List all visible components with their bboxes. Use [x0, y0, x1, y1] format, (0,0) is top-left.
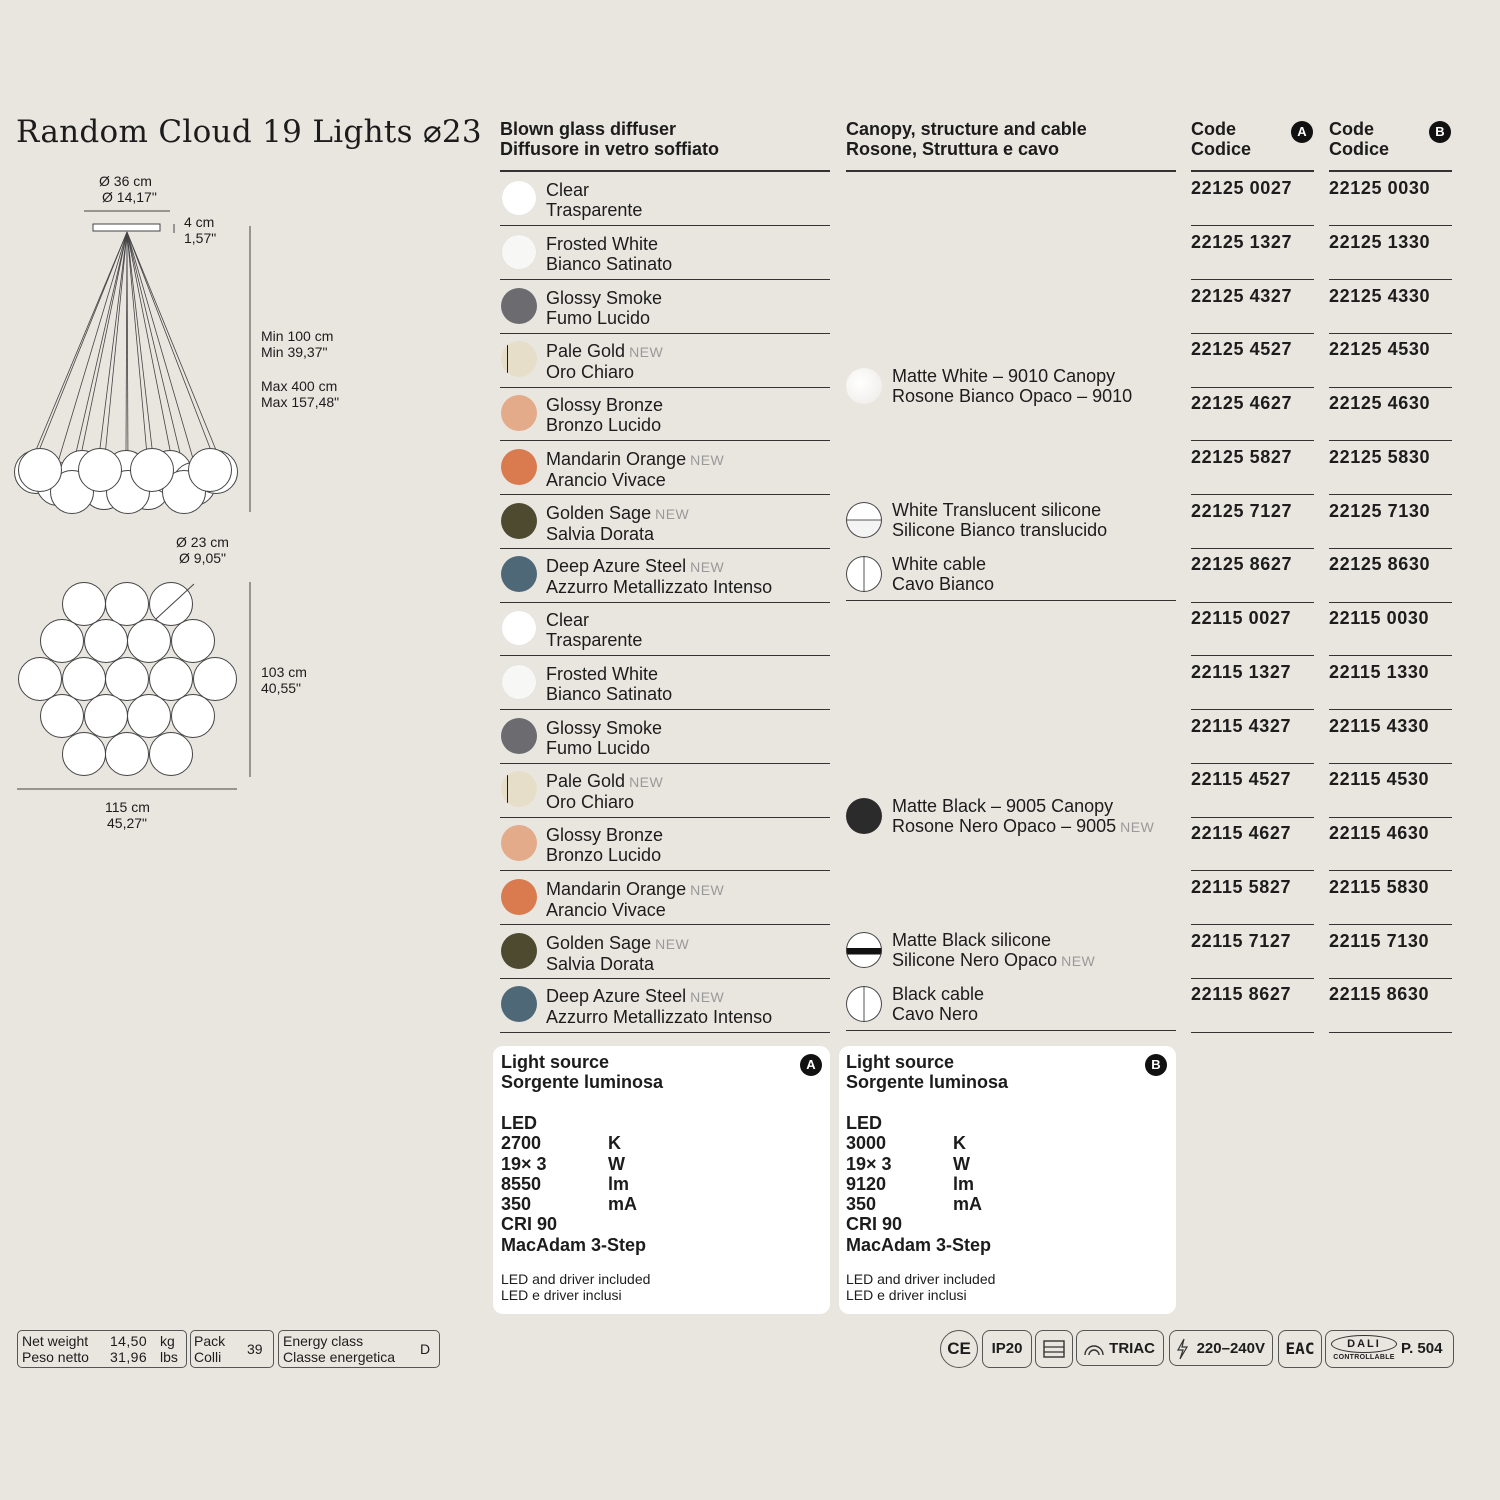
canopy-label: Matte Black – 9005 Canopy Rosone Nero Opaco – 9005 NEW — [892, 796, 1155, 836]
code-b: 22115 5830 — [1329, 876, 1430, 897]
code-a: 22125 4627 — [1191, 393, 1293, 413]
light-a-note-it: LED e driver inclusi — [501, 1287, 622, 1303]
code-b-header-rule — [1329, 170, 1452, 172]
dali-controllable-label: CONTROLLABLE — [1333, 1354, 1395, 1361]
diffuser-swatch-icon — [501, 718, 537, 754]
row-divider — [1329, 225, 1452, 226]
canopy-swatch-icon — [846, 932, 882, 968]
weight-kg: 14,50 — [110, 1333, 148, 1349]
light-b-title-it: Sorgente luminosa — [846, 1072, 1009, 1093]
diffuser-swatch-icon — [501, 556, 537, 592]
code-b: 22125 5830 — [1329, 446, 1431, 467]
sphere-top-view — [63, 583, 106, 626]
cluster-height-cm: 103 cm — [261, 664, 307, 680]
canopy-height-cm: 4 cm — [184, 214, 215, 230]
diffuser-label: Mandarin Orange NEW Arancio Vivace — [546, 878, 725, 920]
row-divider — [1191, 870, 1314, 871]
light-b-title: Light source — [846, 1052, 955, 1072]
new-tag: NEW — [629, 774, 664, 791]
energy-class-label-it: Classe energetica — [283, 1349, 396, 1365]
row-divider — [1191, 494, 1314, 495]
sphere-top-view — [63, 658, 106, 701]
row-divider — [1329, 279, 1452, 280]
triac-label: TRIAC — [1109, 1340, 1155, 1357]
sphere-top-view — [128, 620, 171, 663]
code-a-header: Code Codice — [1191, 119, 1252, 159]
pack-value: 39 — [247, 1341, 263, 1357]
code-b: 22125 4330 — [1329, 285, 1431, 306]
diffuser-swatch-icon — [501, 395, 537, 431]
sphere-side-view — [131, 449, 174, 492]
canopy-group-divider — [846, 1030, 1176, 1031]
technical-drawing — [0, 160, 480, 860]
max-length-cm: Max 400 cm — [261, 378, 338, 394]
weight-lbs: 31,96 — [110, 1349, 148, 1365]
surface-mount-icon — [1035, 1330, 1073, 1368]
row-divider — [1191, 1032, 1314, 1033]
light-spec-row: 19× 3 W — [501, 1153, 625, 1174]
row-divider — [500, 225, 830, 226]
diffuser-label: Pale Gold NEW Oro Chiaro — [546, 341, 664, 383]
light-b-note: LED and driver included — [846, 1271, 996, 1287]
light-a-cri: CRI 90 — [501, 1214, 558, 1235]
code-a: 22125 5827 — [1191, 446, 1293, 467]
code-b: 22115 4330 — [1329, 715, 1430, 736]
diffuser-swatch-icon — [501, 825, 537, 861]
code-a: 22125 7127 — [1191, 500, 1293, 521]
min-length-cm: Min 100 cm — [261, 328, 334, 344]
badge-a: A — [1291, 121, 1313, 143]
light-a-note: LED and driver included — [501, 1271, 651, 1287]
energy-class-value: D — [420, 1341, 431, 1357]
code-b: 22115 4530 — [1329, 769, 1430, 790]
row-divider — [500, 763, 830, 764]
new-tag: NEW — [690, 989, 725, 1006]
row-divider — [1191, 763, 1314, 764]
light-source-b — [839, 1046, 1176, 1314]
row-divider — [1329, 924, 1452, 925]
dali-logo: DALI — [1331, 1335, 1397, 1353]
min-length-in: Min 39,37" — [261, 344, 328, 360]
row-divider — [500, 817, 830, 818]
code-b: 22125 0030 — [1329, 178, 1431, 198]
row-divider — [1191, 924, 1314, 925]
eac-mark-icon: EAC — [1278, 1330, 1322, 1368]
sphere-top-view — [194, 658, 237, 701]
code-a: 22115 4327 — [1191, 715, 1292, 736]
row-divider — [500, 387, 830, 388]
diffuser-header: Blown glass diffuser Diffusore in vetro soffiato — [500, 119, 720, 159]
code-b: 22115 4630 — [1329, 823, 1430, 843]
cluster-width-cm: 115 cm — [105, 799, 150, 815]
peso-netto-label: Peso netto — [22, 1349, 89, 1365]
light-b-cri: CRI 90 — [846, 1214, 903, 1235]
diffuser-label: Golden Sage NEW Salvia Dorata — [546, 502, 690, 544]
row-divider — [1191, 279, 1314, 280]
row-divider — [500, 924, 830, 925]
canopy-label: Matte Black silicone Silicone Nero Opaco NEW — [892, 930, 1096, 970]
net-weight-box — [17, 1330, 187, 1368]
row-divider — [1191, 440, 1314, 441]
canopy-label: White cable Cavo Bianco — [892, 554, 995, 594]
canopy-diameter-in: Ø 14,17" — [102, 189, 157, 205]
diffuser-label: Glossy Smoke Fumo Lucido — [546, 717, 663, 758]
new-tag: NEW — [690, 559, 725, 576]
row-divider — [1191, 387, 1314, 388]
row-divider — [1329, 978, 1452, 979]
light-b-note-it: LED e driver inclusi — [846, 1287, 967, 1303]
canopy-label: Matte White – 9010 Canopy Rosone Bianco Opaco – 9010 — [892, 366, 1133, 406]
code-a: 22115 0027 — [1191, 608, 1292, 628]
diffuser-label: Golden Sage NEW Salvia Dorata — [546, 932, 690, 974]
light-a-title: Light source — [501, 1052, 610, 1072]
page-reference: P. 504 — [1401, 1340, 1443, 1357]
canopy-label: Black cable Cavo Nero — [892, 984, 985, 1024]
suspension-cable — [72, 232, 127, 470]
cluster-width-in: 45,27" — [107, 815, 148, 831]
code-b: 22125 1330 — [1329, 231, 1431, 252]
suspension-cable — [104, 232, 127, 466]
voltage-label: 220–240V — [1196, 1340, 1265, 1357]
row-divider — [1191, 978, 1314, 979]
code-b: 22125 4630 — [1329, 393, 1431, 413]
triac-dimmable-badge — [1076, 1330, 1164, 1366]
row-divider — [500, 978, 830, 979]
canopy-height-in: 1,57" — [184, 230, 217, 246]
canopy-header: Canopy, structure and cable Rosone, Struttura e cavo — [846, 119, 1087, 159]
light-spec-row: 3000 K — [846, 1133, 966, 1154]
diffuser-swatch-icon — [501, 180, 537, 216]
lbs-unit: lbs — [160, 1349, 178, 1365]
sphere-top-view — [41, 620, 84, 663]
sphere-top-view — [172, 695, 215, 738]
canopy-swatch-icon — [846, 368, 882, 404]
ce-mark-icon: CE — [940, 1330, 978, 1368]
light-spec-row: 2700 K — [501, 1133, 621, 1154]
energy-class-box — [278, 1330, 440, 1368]
pack-label: Pack — [194, 1333, 226, 1349]
light-source-a — [493, 1046, 830, 1314]
diffuser-swatch-icon — [501, 449, 537, 485]
code-b: 22125 7130 — [1329, 500, 1431, 521]
diffuser-header-rule — [500, 170, 830, 172]
code-a-header-rule — [1191, 170, 1314, 172]
sphere-top-view — [150, 733, 193, 776]
row-divider — [500, 1032, 830, 1033]
light-b-type: LED — [846, 1113, 882, 1133]
light-a-badge: A — [800, 1054, 822, 1076]
sphere-top-view — [150, 658, 193, 701]
code-b: 22115 7130 — [1329, 930, 1430, 951]
code-a: 22115 4527 — [1191, 769, 1292, 790]
new-tag: NEW — [1061, 953, 1096, 969]
row-divider — [1329, 817, 1452, 818]
canopy-header-rule — [846, 170, 1176, 172]
pack-box — [190, 1330, 274, 1368]
light-spec-row: 350 mA — [846, 1194, 983, 1215]
light-b-badge: B — [1145, 1054, 1167, 1076]
canopy-swatch-icon — [846, 798, 882, 834]
light-spec-row: 8550 lm — [501, 1173, 630, 1194]
row-divider — [500, 709, 830, 710]
sphere-side-view — [189, 449, 232, 492]
light-b-macadam: MacAdam 3-Step — [846, 1234, 992, 1255]
diffuser-swatch-icon — [501, 288, 537, 324]
dali-badge — [1325, 1330, 1454, 1368]
diffuser-swatch-icon — [501, 879, 537, 915]
light-spec-row: 9120 lm — [846, 1173, 975, 1194]
row-divider — [1191, 548, 1314, 549]
sphere-diameter-in: Ø 9,05" — [179, 550, 226, 566]
sphere-top-view — [106, 658, 149, 701]
row-divider — [1329, 870, 1452, 871]
max-length-in: Max 157,48" — [261, 394, 340, 410]
energy-class-label: Energy class — [283, 1333, 364, 1349]
row-divider — [500, 870, 830, 871]
sphere-top-view — [128, 695, 171, 738]
row-divider — [1329, 548, 1452, 549]
code-a: 22115 1327 — [1191, 661, 1292, 682]
code-b: 22115 0030 — [1329, 608, 1430, 628]
diffuser-swatch-icon — [501, 933, 537, 969]
diffuser-label: Clear Trasparente — [546, 610, 643, 650]
sphere-side-view — [19, 449, 62, 492]
row-divider — [500, 494, 830, 495]
canopy-diameter-cm: Ø 36 cm — [99, 173, 152, 189]
row-divider — [500, 440, 830, 441]
row-divider — [1191, 655, 1314, 656]
diffuser-swatch-icon — [501, 610, 537, 646]
ip20-badge: IP20 — [982, 1330, 1032, 1368]
diffuser-label: Frosted White Bianco Satinato — [546, 663, 673, 704]
diffuser-label: Clear Trasparente — [546, 180, 643, 220]
diffuser-label: Mandarin Orange NEW Arancio Vivace — [546, 448, 725, 490]
cluster-height-in: 40,55" — [261, 680, 302, 696]
row-divider — [500, 333, 830, 334]
new-tag: NEW — [655, 935, 690, 952]
row-divider — [1191, 709, 1314, 710]
light-spec-row: 350 mA — [501, 1194, 638, 1215]
code-b: 22115 8630 — [1329, 984, 1430, 1005]
row-divider — [1329, 709, 1452, 710]
sphere-top-view — [41, 695, 84, 738]
code-b: 22125 8630 — [1329, 554, 1431, 575]
voltage-badge — [1169, 1330, 1273, 1366]
diffuser-swatch-icon — [501, 664, 537, 700]
code-a: 22125 0027 — [1191, 178, 1293, 198]
diffuser-label: Deep Azure Steel NEW Azzurro Metallizzato Intenso — [546, 556, 773, 598]
kg-unit: kg — [160, 1333, 175, 1349]
canopy-swatch-icon — [846, 502, 882, 538]
canopy-swatch-icon — [846, 556, 882, 592]
code-b: 22125 4530 — [1329, 339, 1431, 360]
diffuser-swatch-icon — [501, 771, 537, 807]
row-divider — [1329, 333, 1452, 334]
row-divider — [1329, 1032, 1452, 1033]
code-a: 22115 7127 — [1191, 930, 1292, 951]
row-divider — [500, 602, 830, 603]
diffuser-label: Glossy Bronze Bronzo Lucido — [546, 395, 664, 435]
sphere-top-view — [85, 620, 128, 663]
suspension-cable — [58, 232, 127, 462]
code-a: 22115 8627 — [1191, 984, 1292, 1005]
diffuser-swatch-icon — [501, 234, 537, 270]
new-tag: NEW — [1120, 819, 1155, 835]
suspension-cable — [82, 232, 127, 450]
suspension-cable — [40, 232, 127, 448]
row-divider — [1329, 494, 1452, 495]
row-divider — [1191, 817, 1314, 818]
canopy-label: White Translucent silicone Silicone Bianco translucido — [892, 500, 1108, 540]
sphere-top-view — [85, 695, 128, 738]
sphere-diameter-cm: Ø 23 cm — [176, 534, 229, 550]
row-divider — [1191, 225, 1314, 226]
light-a-title-it: Sorgente luminosa — [501, 1072, 664, 1093]
sphere-top-view — [63, 733, 106, 776]
row-divider — [1329, 655, 1452, 656]
code-a: 22125 4527 — [1191, 339, 1293, 360]
row-divider — [500, 655, 830, 656]
canopy-swatch-icon — [846, 986, 882, 1022]
row-divider — [500, 279, 830, 280]
light-spec-row: 19× 3 W — [846, 1153, 970, 1174]
light-a-type: LED — [501, 1113, 537, 1133]
colli-label: Colli — [194, 1349, 222, 1365]
code-b-header: Code Codice — [1329, 119, 1390, 159]
row-divider — [1329, 387, 1452, 388]
code-a: 22125 8627 — [1191, 554, 1293, 575]
badge-b: B — [1429, 121, 1451, 143]
diffuser-swatch-icon — [501, 986, 537, 1022]
light-a-macadam: MacAdam 3-Step — [501, 1234, 647, 1255]
sphere-top-view — [150, 583, 193, 626]
row-divider — [1191, 602, 1314, 603]
code-a: 22115 4627 — [1191, 823, 1292, 843]
new-tag: NEW — [629, 344, 664, 361]
canopy-shape — [93, 224, 160, 231]
code-a: 22125 4327 — [1191, 285, 1293, 306]
diffuser-label: Frosted White Bianco Satinato — [546, 233, 673, 274]
row-divider — [500, 548, 830, 549]
row-divider — [1329, 763, 1452, 764]
sphere-top-view — [106, 583, 149, 626]
new-tag: NEW — [690, 881, 725, 898]
diffuser-label: Glossy Smoke Fumo Lucido — [546, 287, 663, 328]
code-b: 22115 1330 — [1329, 661, 1430, 682]
diffuser-swatch-icon — [501, 341, 537, 377]
net-weight-label: Net weight — [22, 1333, 89, 1349]
sphere-top-view — [19, 658, 62, 701]
code-a: 22115 5827 — [1191, 876, 1292, 897]
row-divider — [1329, 440, 1452, 441]
diffuser-label: Deep Azure Steel NEW Azzurro Metallizzato Intenso — [546, 986, 773, 1028]
page-title: Random Cloud 19 Lights ⌀23 — [16, 114, 482, 150]
diffuser-label: Pale Gold NEW Oro Chiaro — [546, 771, 664, 813]
diffuser-label: Glossy Bronze Bronzo Lucido — [546, 825, 664, 865]
suspension-cable — [127, 232, 128, 470]
row-divider — [1329, 602, 1452, 603]
new-tag: NEW — [690, 451, 725, 468]
sphere-top-view — [106, 733, 149, 776]
row-divider — [1191, 333, 1314, 334]
code-a: 22125 1327 — [1191, 231, 1293, 252]
new-tag: NEW — [655, 505, 690, 522]
sphere-top-view — [172, 620, 215, 663]
diffuser-swatch-icon — [501, 503, 537, 539]
canopy-group-divider — [846, 600, 1176, 601]
sphere-side-view — [79, 449, 122, 492]
